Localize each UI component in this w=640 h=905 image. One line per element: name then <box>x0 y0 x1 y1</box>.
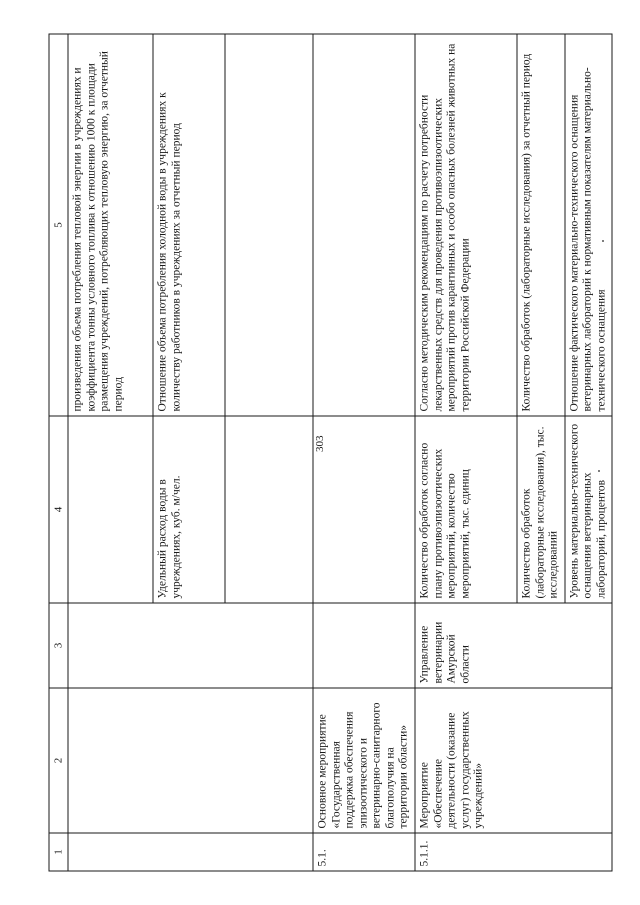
table-row <box>415 34 517 871</box>
indicators-table <box>49 34 613 872</box>
cell-indicator <box>225 416 313 603</box>
col-header-4: 4 <box>49 416 68 603</box>
table-row <box>68 34 153 871</box>
page-number: 303 <box>314 435 326 452</box>
cell-executor: Управление ветеринарии Амурской области <box>415 603 612 688</box>
rotated-table-wrapper <box>49 35 608 872</box>
cell-name: Мероприятие «Обеспечение деятельности (оказание услуг) государственных учреждений» <box>415 688 612 833</box>
cell-method: Отношение объема потребления холодной воды в учреждениях к количеству работников в учреждениях за отчетный период <box>153 34 225 416</box>
cell-method: Количество обработок (лабораторные исследования) за отчетный период <box>517 34 565 416</box>
cell-method: произведения объема потребления тепловой энергии в учреждениях и коэффициента тонны условного топлива к отношению 1000 к площади размещения учреждений, потребляющих тепловую энергию, за отчетный период <box>68 34 153 416</box>
cell-method: Отношение фактического материально-технического оснащения ветеринарных лабораторий к нормативным показателям материально-технического оснащения <box>565 34 613 416</box>
cell-executor <box>68 603 313 688</box>
cell-indicator <box>313 416 415 603</box>
cell-number: 5.1. <box>313 833 415 871</box>
header-row <box>49 34 68 871</box>
cell-indicator <box>68 416 153 603</box>
cell-indicator: Уровень материально-технического оснащения ветеринарных лабораторий, процентов <box>565 416 613 603</box>
cell-indicator: Количество обработок (лабораторные исследования), тыс. исследований <box>517 416 565 603</box>
table-row <box>313 34 415 871</box>
cell-name <box>68 688 313 833</box>
col-header-2: 2 <box>49 688 68 833</box>
col-header-3: 3 <box>49 603 68 688</box>
cell-number: 5.1.1. <box>415 833 612 871</box>
col-header-5: 5 <box>49 34 68 416</box>
cell-method <box>225 34 313 416</box>
scan-speck <box>598 470 600 472</box>
cell-method <box>313 34 415 416</box>
cell-number <box>68 833 313 871</box>
scan-speck <box>602 240 604 242</box>
cell-executor <box>313 603 415 688</box>
cell-indicator: Удельный расход воды в учреждениях, куб. м/чел. <box>153 416 225 603</box>
cell-name: Основное мероприятие «Государственная поддержка обеспечения эпизоотического и ветеринарно-санитарного благополучия на территории области» <box>313 688 415 833</box>
cell-indicator: Количество обработок согласно плану противоэпизоотических мероприятий, количество мероприятий, тыс. единиц <box>415 416 517 603</box>
col-header-1: 1 <box>49 833 68 871</box>
cell-method: Согласно методическим рекомендациям по расчету потребности лекарственных средств для проведения противоэпизоотических мероприятий против карантинных и особо опасных болезней животных на территории Российской Федерации <box>415 34 517 416</box>
